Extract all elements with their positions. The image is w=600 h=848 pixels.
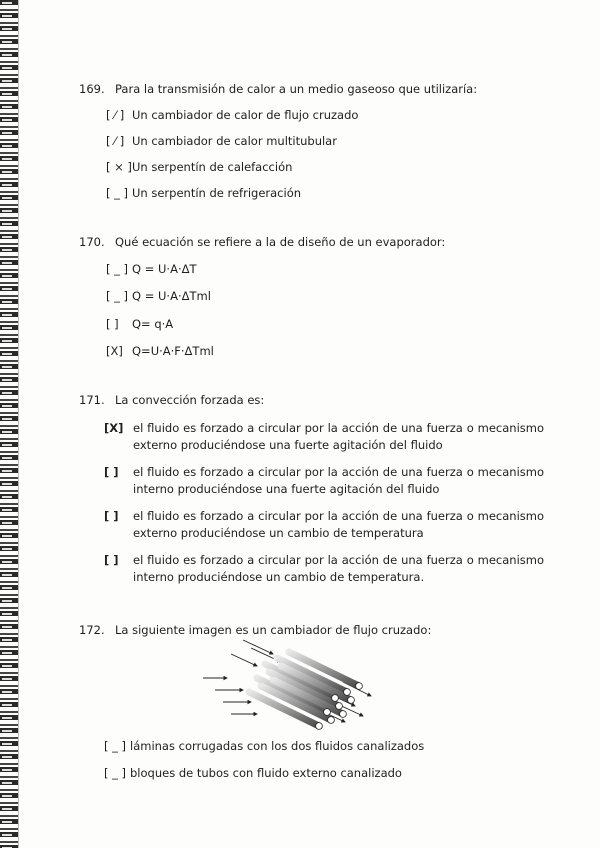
option-171-c[interactable] bbox=[104, 508, 544, 542]
answer-checkbox[interactable]: [ ] bbox=[104, 509, 119, 523]
option-text: el fluido es forzado a circular por la acción de una fuerza o mecanismo interno produciéndose una fuerte agitación del fluido bbox=[133, 465, 544, 496]
question-171 bbox=[79, 393, 559, 409]
option-text: Q = U·A·ΔTml bbox=[132, 289, 211, 303]
option-text: Un cambiador de calor multitubular bbox=[132, 134, 337, 148]
question-text: Qué ecuación se refiere a la de diseño de un evaporador: bbox=[115, 235, 446, 249]
option-172-a[interactable] bbox=[104, 739, 424, 754]
question-text: Para la transmisión de calor a un medio gaseoso que utilizaría: bbox=[115, 82, 478, 96]
option-text: Un serpentín de calefacción bbox=[132, 160, 293, 174]
answer-checkbox[interactable]: [ _ ] bbox=[106, 262, 129, 276]
answer-checkbox[interactable]: [ ⁄ ] bbox=[106, 108, 125, 122]
option-text: láminas corrugadas con los dos fluidos canalizados bbox=[130, 739, 425, 753]
answer-checkbox[interactable]: [ _ ] bbox=[104, 766, 127, 780]
answer-checkbox[interactable]: [ ] bbox=[104, 465, 119, 479]
answer-checkbox[interactable]: [ _ ] bbox=[104, 739, 127, 753]
option-170-b[interactable] bbox=[106, 289, 211, 304]
answer-checkbox[interactable]: [ _ ] bbox=[106, 289, 129, 303]
answer-checkbox[interactable]: [ _ ] bbox=[106, 186, 129, 200]
option-171-a[interactable] bbox=[104, 420, 544, 454]
answer-checkbox[interactable]: [X] bbox=[104, 421, 124, 435]
question-172 bbox=[79, 623, 559, 639]
option-text: Un cambiador de calor de flujo cruzado bbox=[132, 108, 359, 122]
answer-checkbox[interactable]: [X] bbox=[106, 344, 123, 358]
question-text: La siguiente imagen es un cambiador de flujo cruzado: bbox=[115, 623, 432, 637]
option-170-a[interactable] bbox=[106, 262, 197, 277]
option-170-c[interactable] bbox=[106, 317, 173, 332]
question-text: La convección forzada es: bbox=[115, 393, 265, 407]
option-169-b[interactable] bbox=[106, 134, 337, 149]
option-text: bloques de tubos con fluido externo canalizado bbox=[130, 766, 402, 780]
tube-flow-arrows bbox=[203, 678, 257, 714]
question-170 bbox=[79, 235, 559, 251]
option-172-b[interactable] bbox=[104, 766, 402, 781]
cross-flow-exchanger-figure bbox=[195, 638, 385, 730]
option-text: el fluido es forzado a circular por la acción de una fuerza o mecanismo interno produciéndose un cambio de temperatura. bbox=[133, 553, 544, 584]
option-text: Q = U·A·ΔT bbox=[132, 262, 197, 276]
answer-checkbox[interactable]: [ ⁄ ] bbox=[106, 134, 125, 148]
question-number: 169. bbox=[79, 82, 105, 96]
option-text: el fluido es forzado a circular por la acción de una fuerza o mecanismo externo produciéndose un cambio de temperatura bbox=[133, 509, 544, 540]
option-169-d[interactable] bbox=[106, 186, 301, 201]
question-number: 171. bbox=[79, 393, 105, 407]
option-169-c[interactable] bbox=[106, 160, 292, 175]
option-169-a[interactable] bbox=[106, 108, 358, 123]
option-text: Q= q·A bbox=[132, 317, 174, 331]
answer-checkbox[interactable]: [ ] bbox=[106, 317, 119, 331]
question-number: 170. bbox=[79, 235, 105, 249]
answer-checkbox[interactable]: [ ] bbox=[104, 553, 119, 567]
question-number: 172. bbox=[79, 623, 105, 637]
option-text: el fluido es forzado a circular por la acción de una fuerza o mecanismo externo produciéndose una fuerte agitación del fluido bbox=[133, 421, 544, 452]
option-170-d[interactable] bbox=[106, 344, 214, 359]
option-text: Un serpentín de refrigeración bbox=[132, 186, 302, 200]
spiral-binding bbox=[0, 0, 19, 848]
option-171-d[interactable] bbox=[104, 552, 544, 586]
option-text: Q=U·A·F·ΔTml bbox=[132, 344, 214, 358]
option-171-b[interactable] bbox=[104, 464, 544, 498]
answer-checkbox[interactable]: [ × ] bbox=[106, 160, 132, 174]
question-169 bbox=[79, 82, 559, 98]
